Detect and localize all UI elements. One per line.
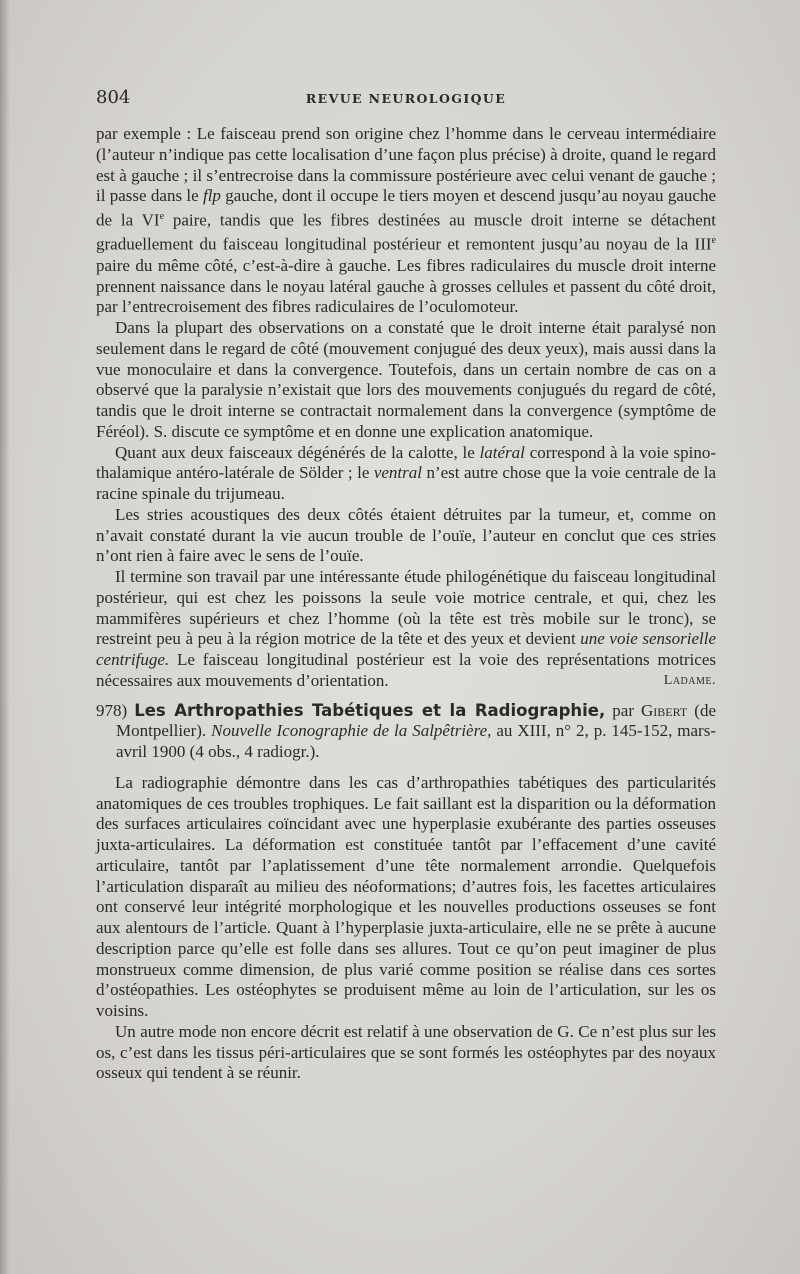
paragraph-3-text-a: Quant aux deux faisceaux dégénérés de la calotte, le [115, 442, 480, 462]
entry-citation: au XIII, n° 2, p. 145-152, mars-avril 1900 (4 obs., 4 radiogr.). [116, 721, 717, 762]
bibliographic-entry [96, 701, 716, 763]
abbrev-flp: flp [202, 186, 221, 206]
term-lateral: latéral [479, 442, 525, 462]
superscript-e: e [711, 235, 716, 247]
page-body [96, 124, 716, 1084]
paragraph-3-text-c: n’est autre chose que la voie centrale de la racine spinale du trijumeau. [96, 463, 716, 504]
entry-number: 978) [96, 700, 128, 720]
entry-journal: Nouvelle Iconographie de la Salpêtrière, [211, 721, 492, 741]
running-title: REVUE NEUROLOGIQUE [305, 91, 507, 106]
paragraph-2: Dans la plupart des observations on a constaté que le droit interne était paralysé non seulement dans le regard de côté (mouvement conjugué des deux yeux), mais aussi dans la vue monoculaire et dans la convergence. Toutefois, dans un certain nombre de cas on a observé que la paralysie n’existait que lors des mouvements conjugués du regard de côté, tandis que le droit interne se contractait normalement dans la convergence (symptôme de Féréol). S. discute ce symptôme et en donne une explication anatomique. [96, 318, 716, 441]
author-signature: Ladame. [663, 672, 716, 688]
paragraph-3-text-b: correspond à la voie spino-thalamique antéro-latérale de Sölder ; le [96, 442, 716, 483]
paragraph-7: Un autre mode non encore décrit est relatif à une observation de G. Ce n’est plus sur les os, c’est dans les tissus péri-articulaires que se sont formés les ostéophytes par des noyaux osseux qui tendent à se réunir. [96, 1021, 716, 1083]
superscript-e: e [159, 211, 165, 222]
page-number: 804 [96, 87, 131, 108]
paragraph-1 [96, 124, 716, 318]
paragraph-4: Les stries acoustiques des deux côtés étaient détruites par la tumeur, et, comme on n’avait constaté durant la vie aucun trouble de l’ouïe, l’auteur en conclut que ces stries n’ont rien à faire avec le sens de l’ouïe. [96, 504, 716, 566]
paragraph-1-text-b: gauche, dont il occupe le tiers moyen et descend jusqu’au noyau gauche de la VI [96, 186, 717, 230]
paragraph-5-text-b: Le faisceau longitudinal postérieur est la voie des représentations motrices nécessaires aux mouvements d’orientation. [96, 650, 716, 690]
entry-title: Les Arthropathies Tabétiques et la Radiographie, [134, 700, 606, 720]
paragraph-1-text-a: par exemple : Le faisceau prend son origine chez l’homme dans le cerveau intermédiaire (l’auteur n’indique pas cette localisation d’une façon plus précise) à droite, quand le regard est à gauche ; il s’entrecroise dans la commissure postérieure avec celui venant de gauche ; il passe dans le [96, 124, 716, 206]
entry-par: par [605, 700, 642, 720]
entry-author: Gibert [641, 700, 688, 720]
page-edge-shadow [0, 0, 10, 1274]
phrase-voie-sensorielle: une voie sensorielle centrifuge. [96, 629, 716, 670]
paragraph-3 [96, 443, 716, 505]
paragraph-6: La radiographie démontre dans les cas d’arthropathies tabétiques des particularités anatomiques de ces troubles trophiques. Le fait saillant est la disparition ou la déformation des surfaces articulaires coïncidant avec une hyperplasie exubérante des parties osseuses juxta-articulaires. La déformation est constituée tantôt par l’effacement d’une cavité articulaire, tantôt par l’aplatissement d’une tête normalement arrondie. Quelquefois l’articulation disparaît au milieu des néoformations; d’autres fois, les facettes articulaires ont conservé leur intégrité morphologique et les nouvelles productions osseuses se font aux alentours de l’article. Quant à l’hyperplasie juxta-articulaire, elle ne se prête à aucune description parce qu’elle est folle dans ses allures. Tout ce qu’on peut imaginer de plus monstrueux comme dimension, de plus varié comme position se réalise dans ces sortes d’ostéopathies. Les ostéophytes se produisent même au loin de l’articulation, sur les os voisins. [96, 772, 716, 1021]
paragraph-1-text-d: paire du même côté, c’est-à-dire à gauche. Les fibres radiculaires du muscle droit interne prennent naissance dans le noyau latéral gauche à grosses cellules et passent du côté droit, par l’entrecroisement des fibres radiculaires de l’oculomoteur. [96, 255, 716, 317]
page-header [96, 88, 716, 110]
term-ventral: ventral [373, 463, 422, 483]
paragraph-1-text-c: paire, tandis que les fibres destinées au muscle droit interne se détachent graduellement du faisceau longitudinal postérieur et remontent jusqu’au noyau de la III [96, 210, 716, 255]
entry-location: (de Montpellier). [116, 700, 716, 741]
paragraph-5-text-a: Il termine son travail par une intéressante étude philogénétique du faisceau longitudinal postérieur, qui est chez les poissons la seule voie motrice centrale, et qui, chez les mammifères supérieurs et chez l’homme (où la tête est très mobile sur le tronc), se restreint peu à peu à la région motrice de la tête et des yeux et devient [96, 567, 716, 649]
